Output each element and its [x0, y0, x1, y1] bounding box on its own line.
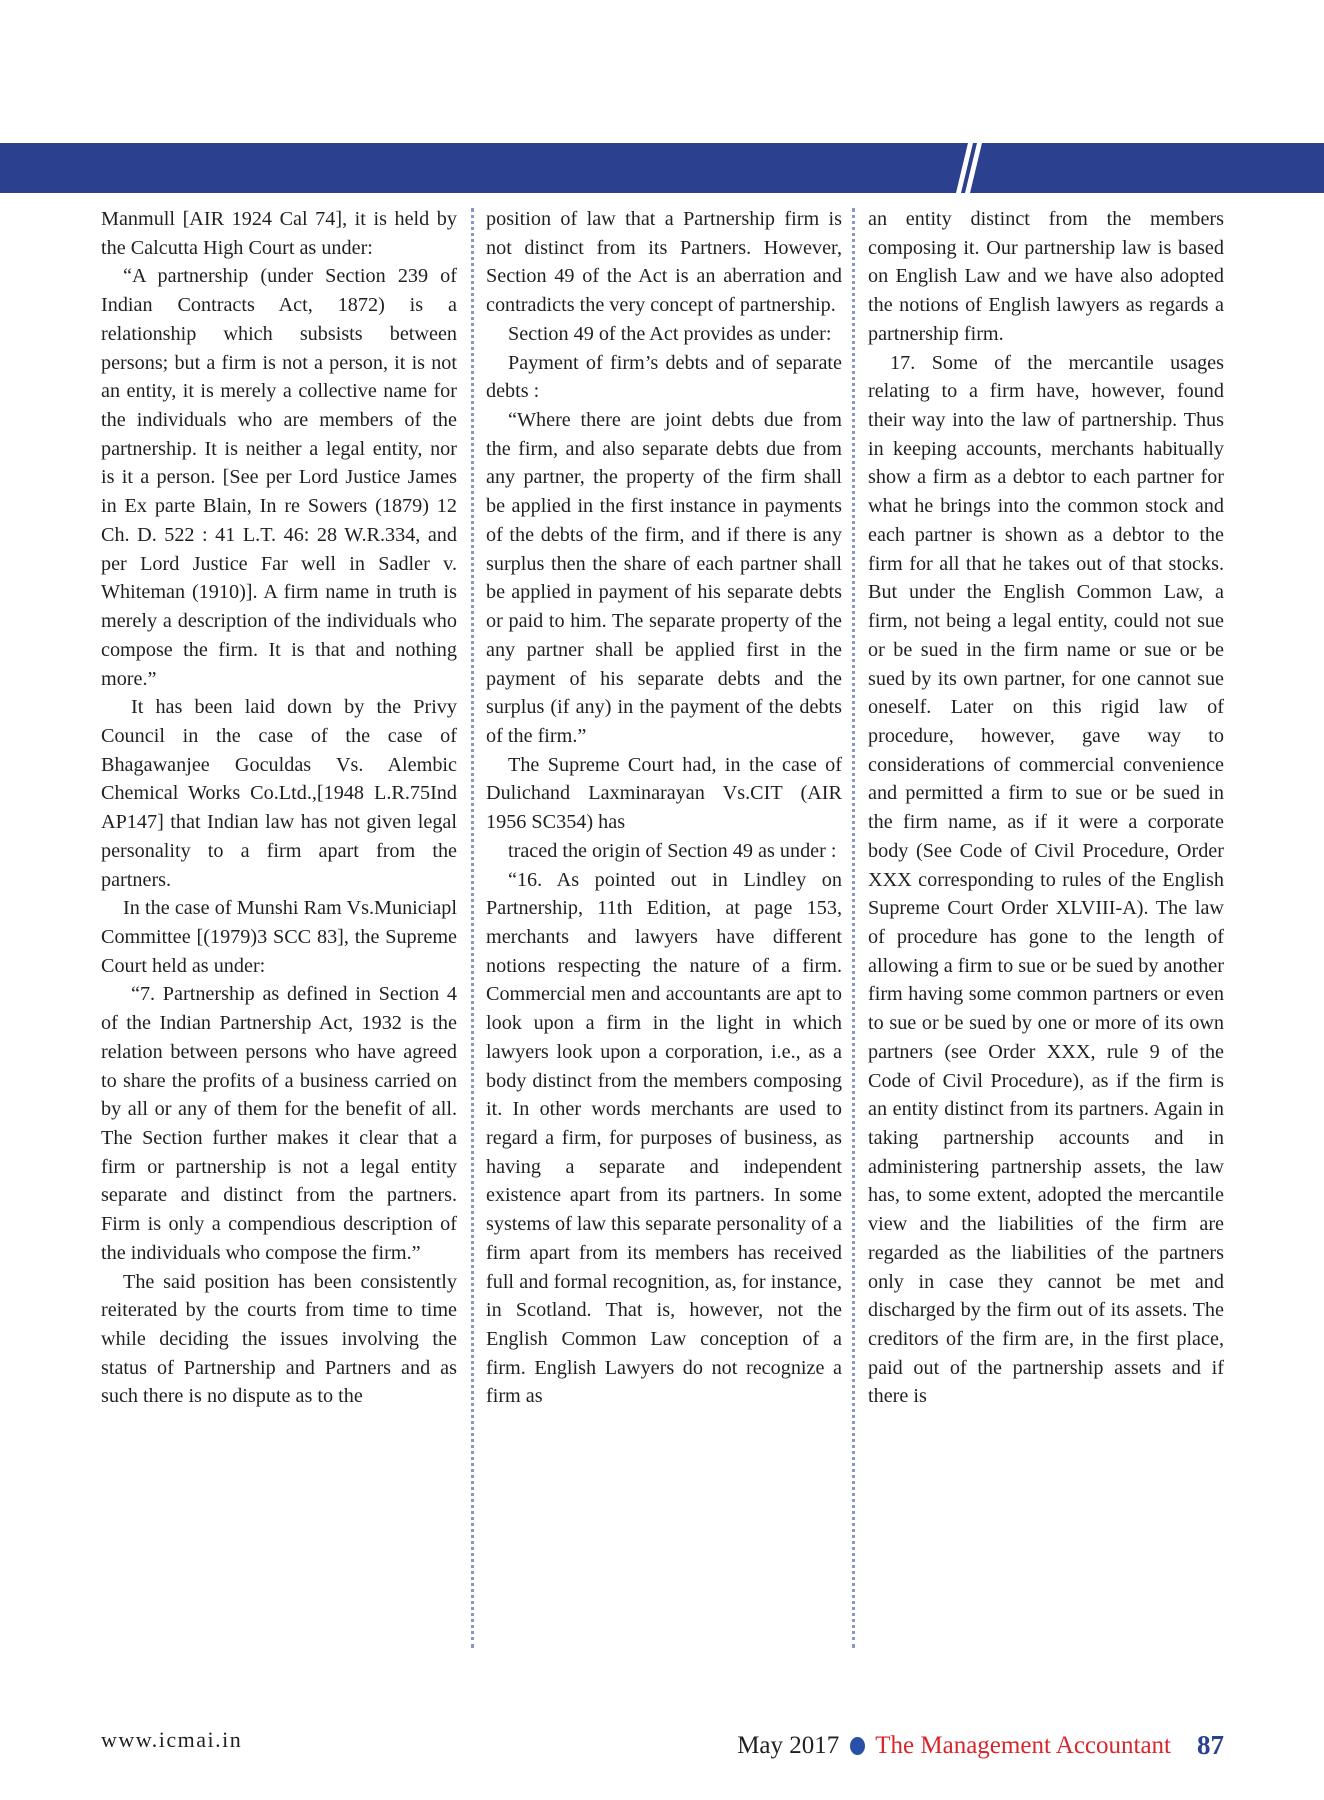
- paragraph: The said position has been consistently reiterated by the courts from time to time while deciding the issues involving the status of Partnership and Partners and as such there is no dispute as to the: [101, 1270, 457, 1408]
- paragraph: In the case of Munshi Ram Vs.Municiapl Committee [(1979)3 SCC 83], the Supreme Court held as under:: [101, 897, 457, 977]
- footer-magazine-title: The Management Accountant: [875, 1731, 1171, 1759]
- text-column-1: [101, 205, 457, 1411]
- paragraph: an entity distinct from the members composing it. Our partnership law is based on English Law and we have also adopted the notions of English lawyers as regards a partnership firm.: [868, 208, 1224, 345]
- page-number: 87: [1197, 1730, 1224, 1760]
- footer-issue-date: May 2017: [737, 1731, 840, 1759]
- paragraph: “Where there are joint debts due from the firm, and also separate debts due from any partner, the property of the firm shall be applied in the first instance in payments of the debts of the firm, and if there is any surplus then the share of each partner shall be applied in payment of his separate debts or paid to him. The separate property of the any partner shall be applied first in the payment of his separate debts and the surplus (if any) in the payment of the debts of the firm.”: [486, 409, 842, 747]
- column-divider: [471, 208, 474, 1648]
- column-divider: [852, 208, 855, 1648]
- paragraph: 17. Some of the mercantile usages relating to a firm have, however, found their way into the law of partnership. Thus in keeping accounts, merchants habitually show a firm as a debtor to each partner for what he brings into the common stock and each partner is shown as a debtor to the firm for all that he takes out of that stocks. But under the English Common Law, a firm, not being a legal entity, could not sue or be sued in the firm name or sue or be sued by its own partner, for one cannot sue oneself. Later on this rigid law of procedure, however, gave way to considerations of commercial convenience and permitted a firm to sue or be sued in the firm name, as if it were a corporate body (See Code of Civil Procedure, Order XXX corresponding to rules of the English Supreme Court Order XLVIII-A). The law of procedure has gone to the length of allowing a firm to sue or be sued by another firm having some common partners or even to sue or be sued by one or more of its own partners (see Order XXX, rule 9 of the Code of Civil Procedure), as if the firm is an entity distinct from its partners. Again in taking partnership accounts and in administering partnership assets, the law has, to some extent, adopted the mercantile view and the liabilities of the firm are regarded as the liabilities of the partners only in case they cannot be met and discharged by the firm out of its assets. The creditors of the firm are, in the first place, paid out of the partnership assets and if there is: [868, 351, 1224, 1408]
- paragraph: Payment of firm’s debts and of separate debts :: [486, 351, 842, 403]
- paragraph: “A partnership (under Section 239 of Indian Contracts Act, 1872) is a relationship which subsists between persons; but a firm is not a person, it is not an entity, it is merely a collective name for the individuals who are members of the partnership. It is neither a legal entity, nor is it a person. [See per Lord Justice James in Ex parte Blain, In re Sowers (1879) 12 Ch. D. 522 : 41 L.T. 46: 28 W.R.334, and per Lord Justice Far well in Sadler v. Whiteman (1910)]. A firm name in truth is merely a description of the individuals who compose the firm. It is that and nothing more.”: [101, 265, 457, 690]
- paragraph: “7. Partnership as defined in Section 4 of the Indian Partnership Act, 1932 is the relation between persons who have agreed to share the profits of a business carried on by all or any of them for the benefit of all. The Section further makes it clear that a firm or partnership is not a legal entity separate and distinct from the partners. Firm is only a compendious description of the individuals who compose the firm.”: [101, 983, 457, 1264]
- footer-publication-info: [737, 1730, 1224, 1761]
- footer-website: www.icmai.in: [101, 1727, 243, 1752]
- text-column-2: [486, 205, 842, 1411]
- bullet-dot-icon: [850, 1737, 865, 1755]
- paragraph: Manmull [AIR 1924 Cal 74], it is held by the Calcutta High Court as under:: [101, 208, 457, 259]
- paragraph: It has been laid down by the Privy Council in the case of the case of Bhagawanjee Goculdas Vs. Alembic Chemical Works Co.Ltd.,[1948 L.R.75Ind AP147] that Indian law has not given legal personality to a firm apart from the partners.: [101, 696, 457, 891]
- paragraph: Section 49 of the Act provides as under:: [508, 322, 832, 345]
- paragraph: position of law that a Partnership firm is not distinct from its Partners. However, Section 49 of the Act is an aberration and contradicts the very concept of partnership.: [486, 208, 842, 317]
- paragraph: The Supreme Court had, in the case of Dulichand Laxminarayan Vs.CIT (AIR 1956 SC354) has: [486, 753, 842, 834]
- paragraph: “16. As pointed out in Lindley on Partnership, 11th Edition, at page 153, merchants and lawyers have different notions respecting the nature of a firm. Commercial men and accountants are apt to look upon a firm in the light in which lawyers look upon a corporation, i.e., as a body distinct from the members composing it. In other words merchants are used to regard a firm, for purposes of business, as having a separate and independent existence apart from its partners. In some systems of law this separate personality of a firm apart from its members has received full and formal recognition, as, for instance, in Scotland. That is, however, not the English Common Law conception of a firm. English Lawyers do not recognize a firm as: [486, 868, 842, 1408]
- double-slash-icon: [952, 143, 992, 193]
- paragraph: traced the origin of Section 49 as under :: [508, 839, 837, 862]
- text-column-3: [868, 205, 1224, 1411]
- header-banner: [0, 143, 1324, 193]
